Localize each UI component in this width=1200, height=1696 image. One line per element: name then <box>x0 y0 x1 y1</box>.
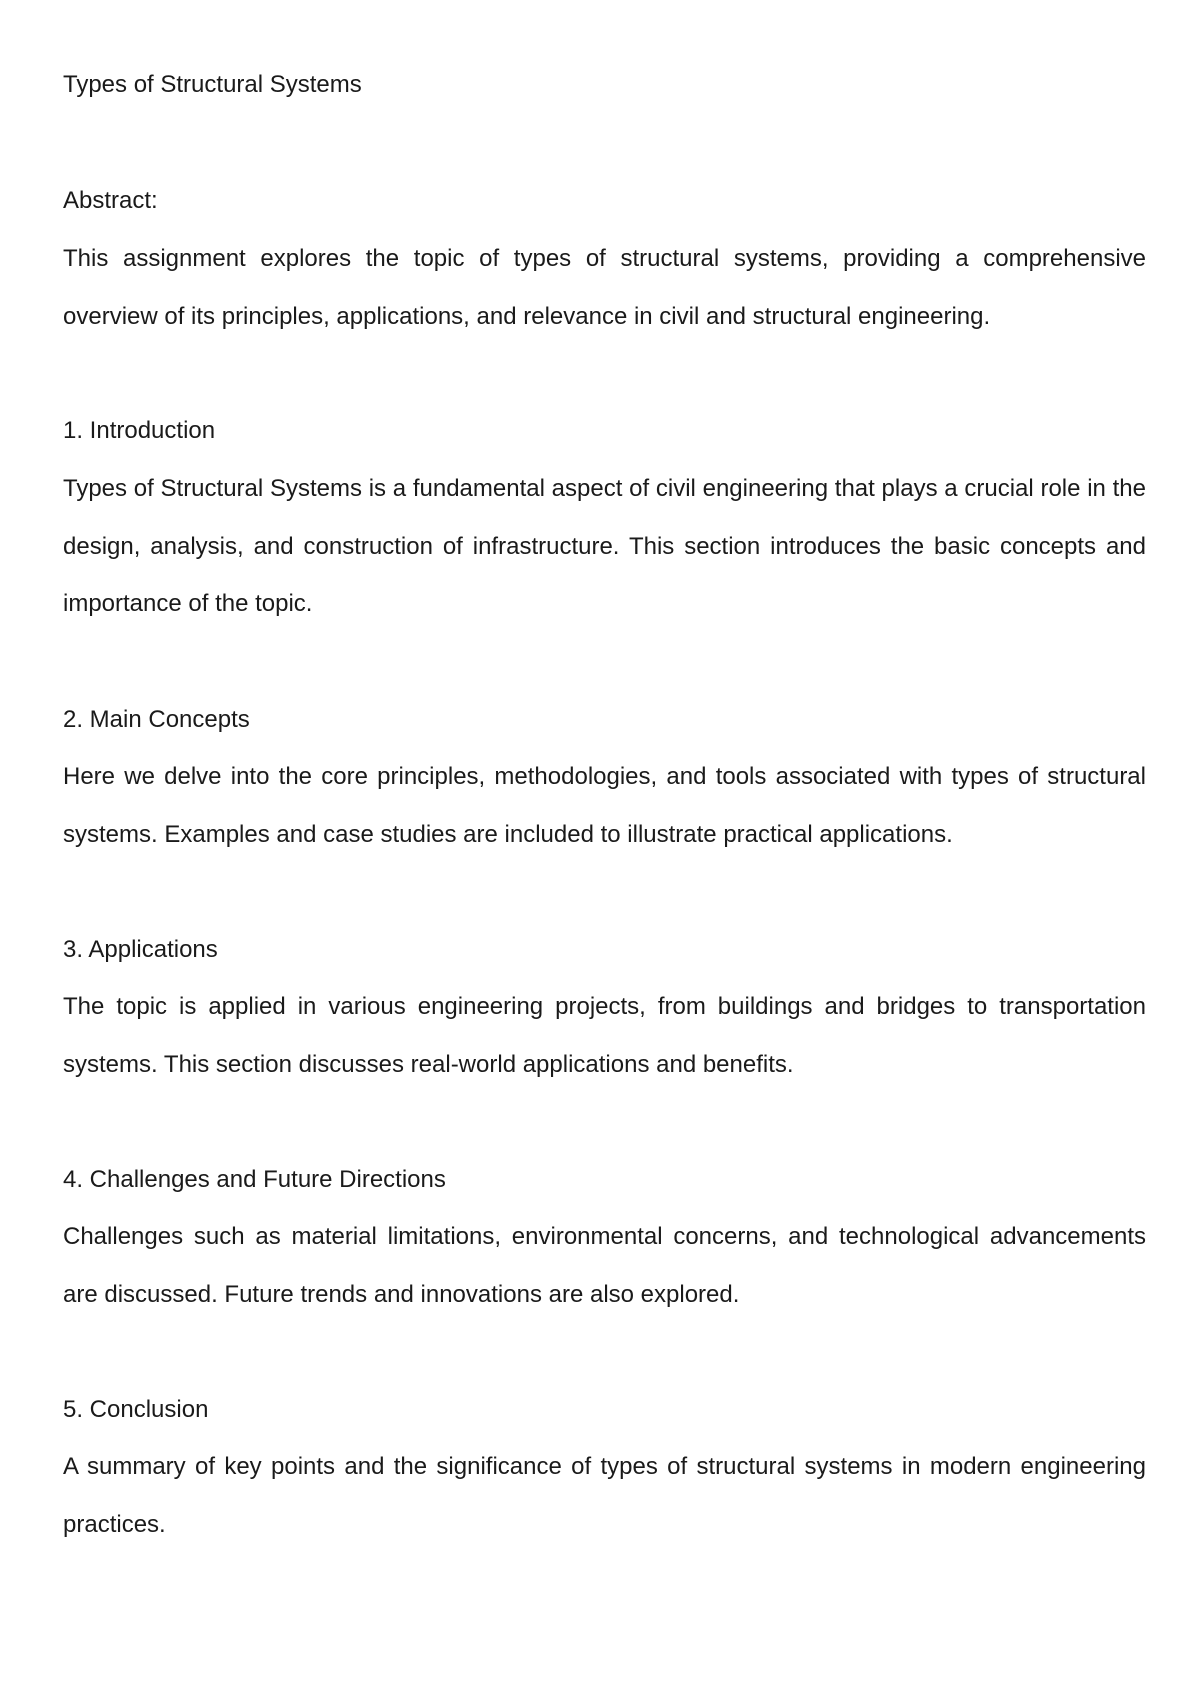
abstract-heading: Abstract: <box>63 187 158 214</box>
section-heading-conclusion: 5. Conclusion <box>63 1396 209 1423</box>
section-text-conclusion: A summary of key points and the significance of types of structural systems in modern engineering practices. <box>63 1453 1146 1538</box>
abstract-text: This assignment explores the topic of types of structural systems, providing a comprehensive overview of its principles, applications, and relevance in civil and structural engineering. <box>63 245 1146 330</box>
section-text-applications: The topic is applied in various engineering projects, from buildings and bridges to transportation systems. This section discusses real-world applications and benefits. <box>63 993 1146 1078</box>
section-heading-challenges: 4. Challenges and Future Directions <box>63 1166 446 1193</box>
section-heading-introduction: 1. Introduction <box>63 417 216 444</box>
section-text-introduction: Types of Structural Systems is a fundamental aspect of civil engineering that plays a crucial role in the design, analysis, and construction of infrastructure. This section introduces the basic concepts and importance of the topic. <box>63 475 1146 617</box>
document-title: Types of Structural Systems <box>63 71 362 98</box>
section-text-challenges: Challenges such as material limitations, environmental concerns, and technological advancements are discussed. Future trends and innovations are also explored. <box>63 1223 1146 1308</box>
section-heading-main-concepts: 2. Main Concepts <box>63 706 250 733</box>
section-heading-applications: 3. Applications <box>63 936 218 963</box>
section-text-main-concepts: Here we delve into the core principles, methodologies, and tools associated with types of structural systems. Examples and case studies are included to illustrate practical applications. <box>63 763 1146 848</box>
